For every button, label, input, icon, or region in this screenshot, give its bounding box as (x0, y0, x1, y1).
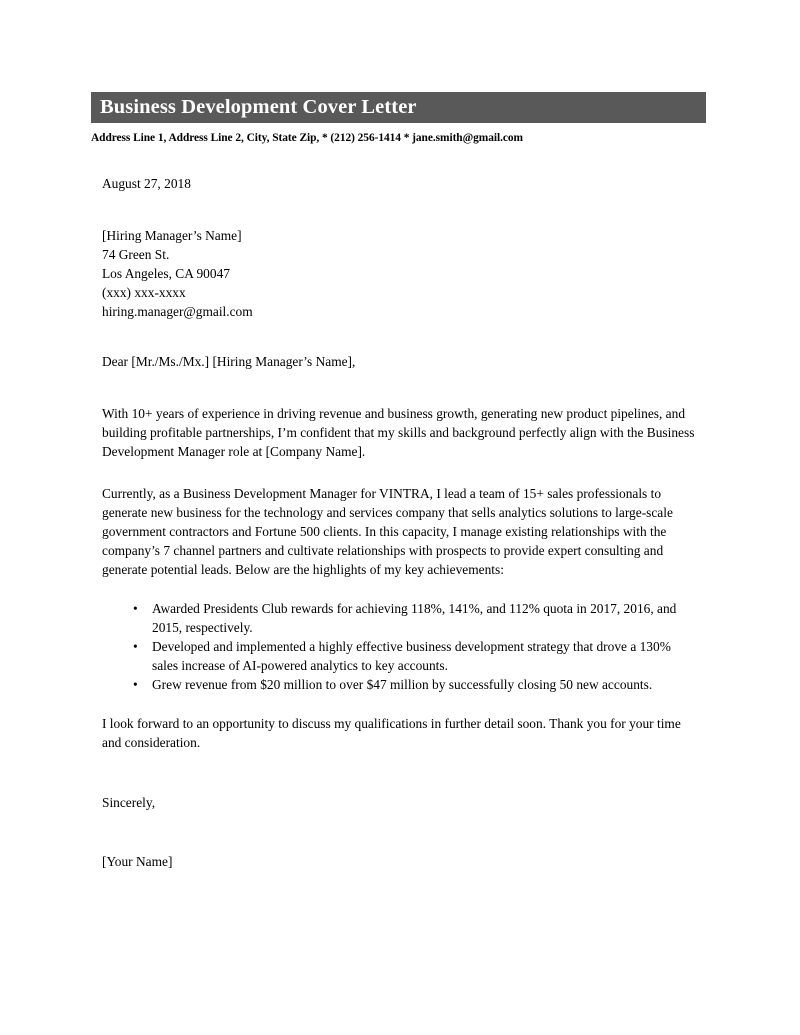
document-header-bar (91, 92, 706, 123)
page-title: Business Development Cover Letter (100, 96, 417, 119)
letter-date: August 27, 2018 (102, 176, 191, 191)
list-item-text: Awarded Presidents Club rewards for achieving 118%, 141%, and 112% quota in 2017, 2016, and 2015, respectively. (152, 601, 677, 635)
recipient-line: (xxx) xxx-xxxx (102, 285, 186, 300)
recipient-line: Los Angeles, CA 90047 (102, 266, 230, 281)
bullet-icon: • (133, 639, 138, 654)
list-item-text: Grew revenue from $20 million to over $47 million by successfully closing 50 new accounts. (152, 677, 653, 692)
letter-body (102, 174, 700, 871)
body-paragraph-1: With 10+ years of experience in driving revenue and business growth, generating new product pipelines, and building profitable partnerships, I’m confident that my skills and background perfectly align with the Business Development Manager role at [Company Name]. (102, 406, 695, 459)
list-item (102, 637, 700, 675)
sign-off: Sincerely, (102, 795, 156, 810)
bullet-icon: • (133, 677, 138, 692)
recipient-line: hiring.manager@gmail.com (102, 304, 253, 319)
bullet-icon: • (133, 601, 138, 616)
recipient-line: 74 Green St. (102, 247, 170, 262)
body-paragraph-2: Currently, as a Business Development Manager for VINTRA, I lead a team of 15+ sales professionals to generate new business for the technology and services company that sells analytics solutions to large-scale government contractors and Fortune 500 clients. In this capacity, I manage existing relationships with the company’s 7 channel partners and cultivate relationships with prospects to provide expert consulting and generate potential leads. Below are the highlights of my key achievements: (102, 486, 673, 577)
list-item (102, 599, 700, 637)
achievements-list (102, 599, 700, 694)
signature-name: [Your Name] (102, 854, 173, 869)
recipient-line: [Hiring Manager’s Name] (102, 228, 242, 243)
closing-paragraph: I look forward to an opportunity to discuss my qualifications in further detail soon. Thank you for your time and consideration. (102, 716, 681, 750)
list-item-text: Developed and implemented a highly effective business development strategy that drove a 130% sales increase of AI-powered analytics to key accounts. (152, 639, 671, 673)
recipient-address-block (102, 226, 700, 321)
salutation: Dear [Mr./Ms./Mx.] [Hiring Manager’s Name], (102, 354, 356, 369)
list-item (102, 675, 700, 694)
contact-info-line: Address Line 1, Address Line 2, City, State Zip, * (212) 256-1414 * jane.smith@gmail.com (91, 132, 523, 144)
